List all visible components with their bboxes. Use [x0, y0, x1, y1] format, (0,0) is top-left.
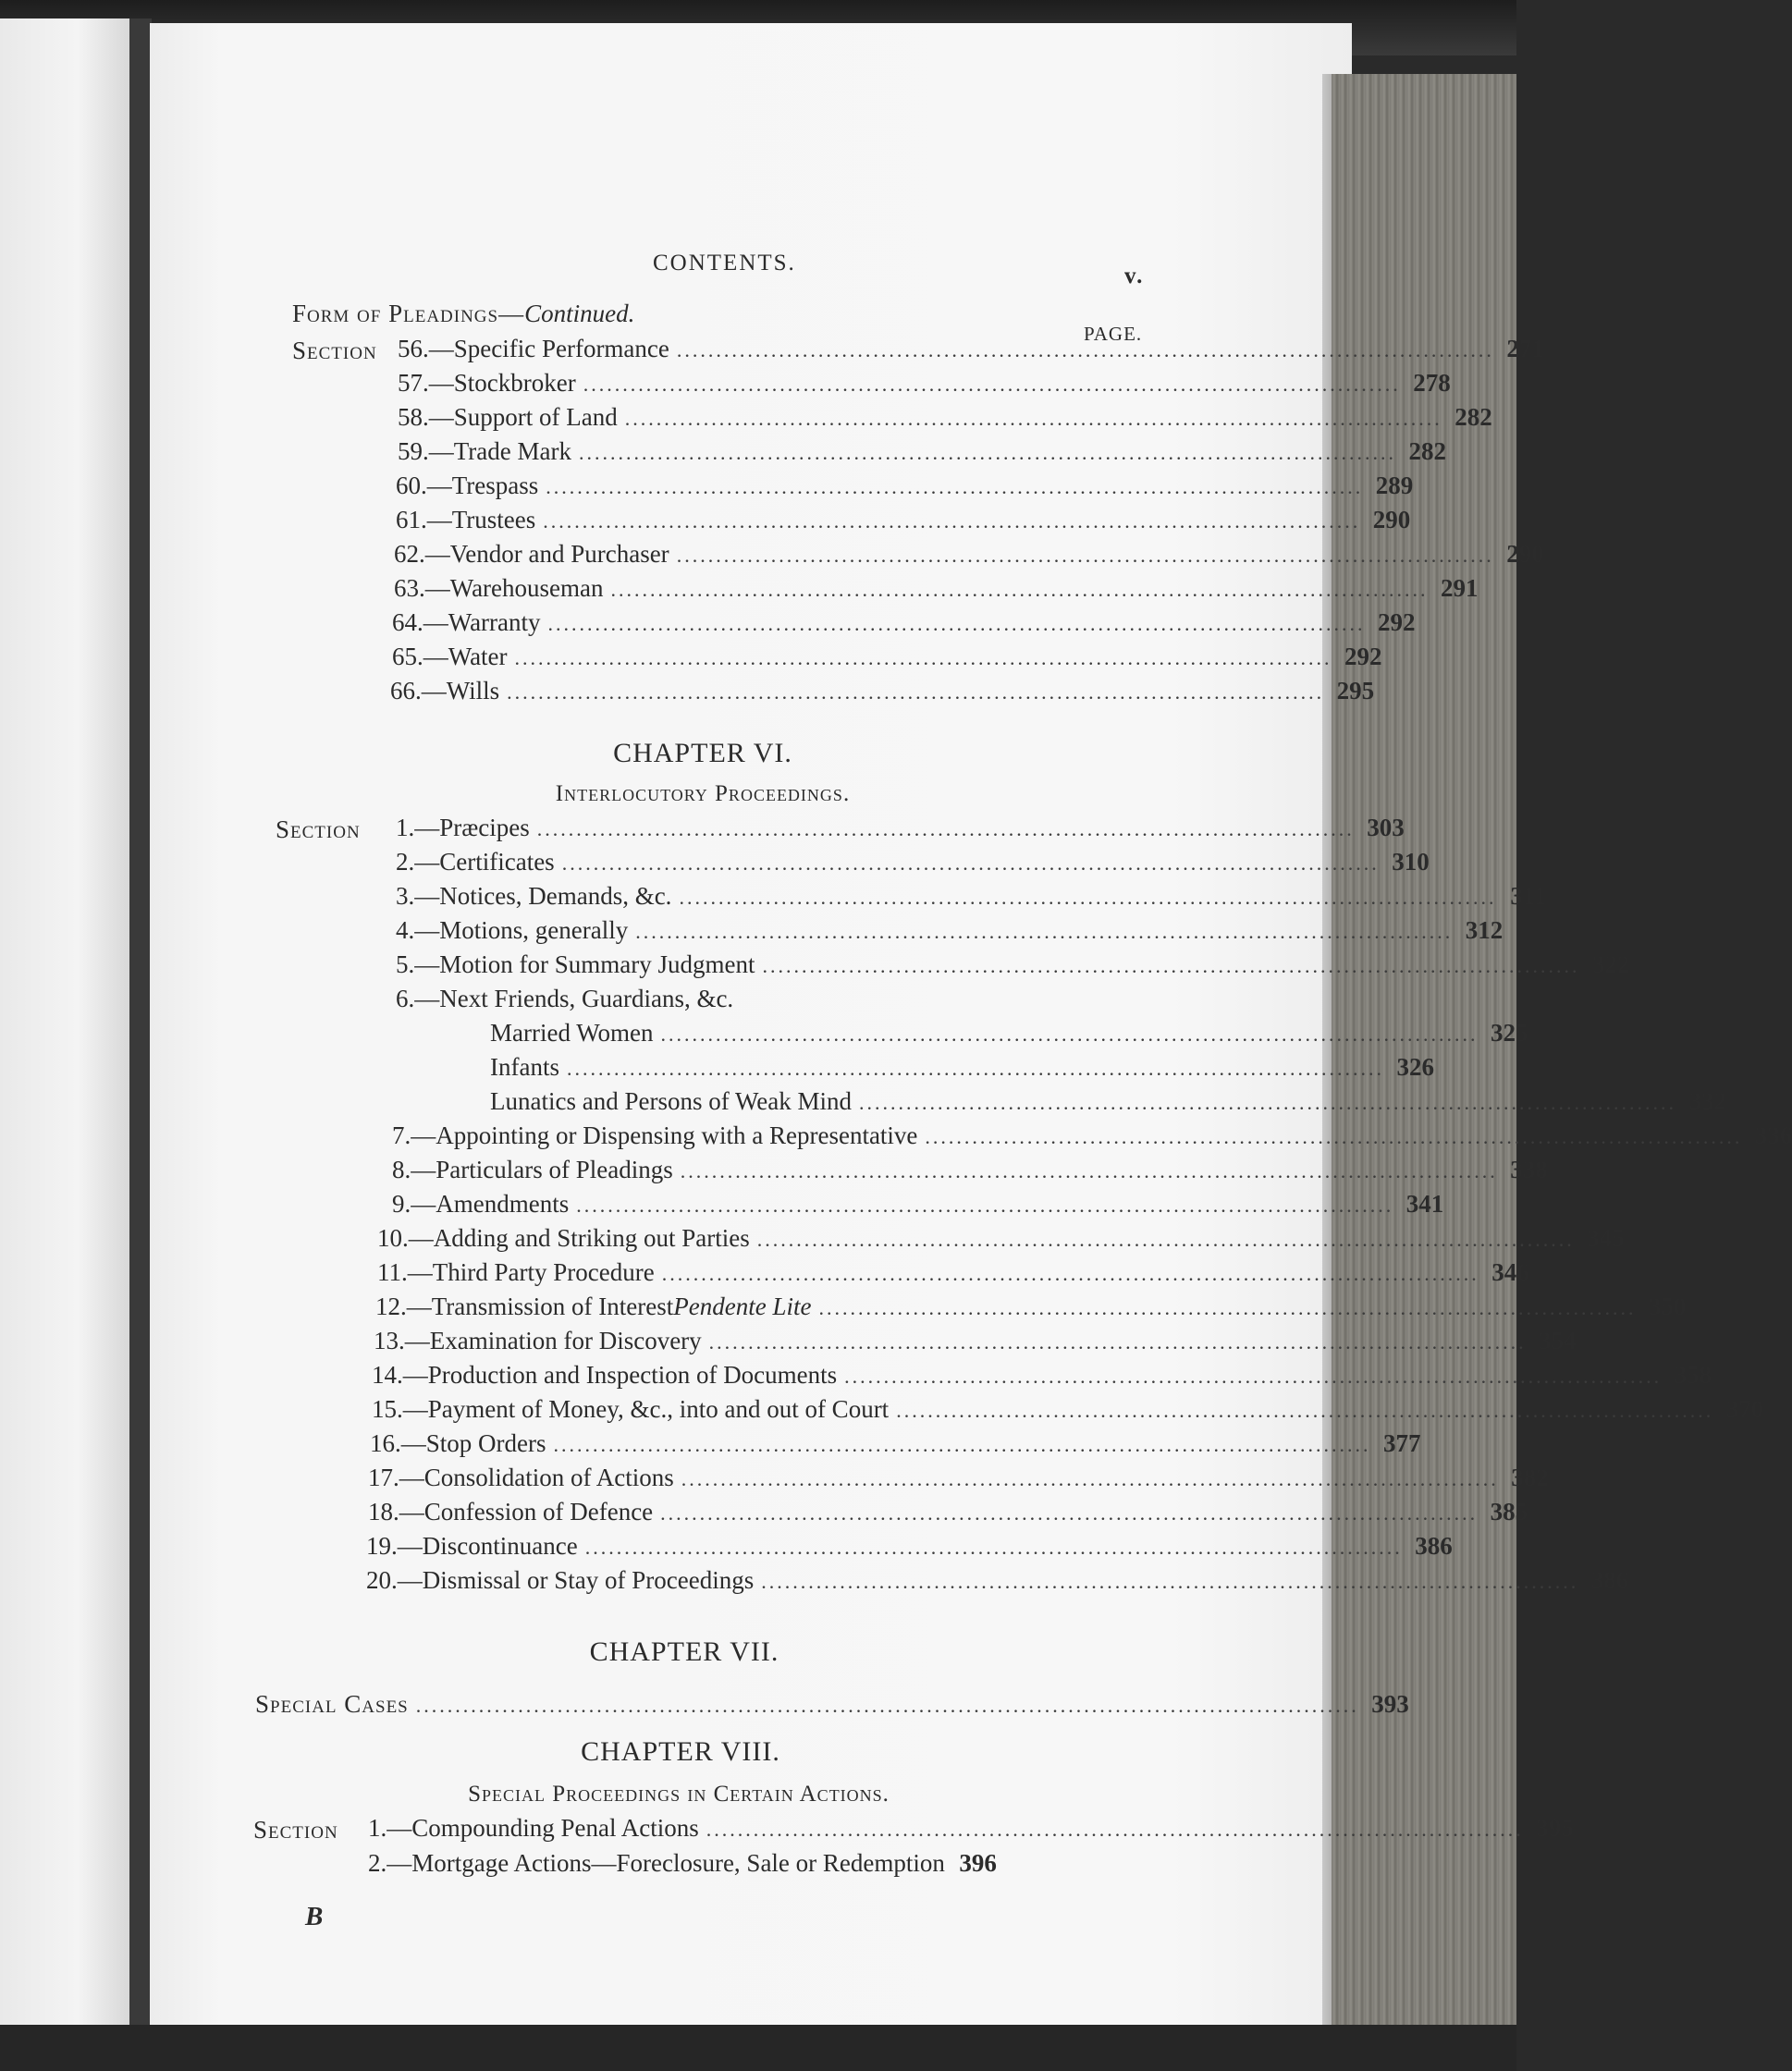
- toc-subentry: Married Women ........................................................................................................ 325: [490, 1019, 1528, 1047]
- leader-dots: ........................................................................................................: [896, 1399, 1714, 1422]
- toc-entry: 58. —Support of Land ........................................................................................................ 282: [398, 403, 1492, 431]
- toc-entry: 59. —Trade Mark ........................................................................................................ 282: [398, 437, 1446, 465]
- continued-heading: [292, 298, 634, 329]
- leader-dots: ........................................................................................................: [583, 373, 1401, 396]
- leader-dots: ........................................................................................................: [579, 441, 1396, 464]
- leader-dots: ........................................................................................................: [859, 1091, 1677, 1114]
- toc-entry: 17. —Consolidation of Actions ........................................................................................................ 382: [368, 1464, 1549, 1491]
- leader-dots: ........................................................................................................: [681, 1467, 1499, 1490]
- leader-dots: ........................................................................................................: [553, 1433, 1371, 1456]
- toc-entry: 60. —Trespass ........................................................................................................ 289: [396, 472, 1414, 499]
- chapter-6-heading: CHAPTER VI.: [613, 738, 792, 768]
- leader-dots: ........................................................................................................: [818, 1296, 1637, 1319]
- toc-entry: 14. —Production and Inspection of Documents ........................................................................................................ 358: [372, 1361, 1712, 1389]
- leader-dots: ........................................................................................................: [624, 407, 1442, 430]
- chapter-7-heading: CHAPTER VII.: [589, 1636, 779, 1667]
- leader-dots: ........................................................................................................: [762, 954, 1580, 977]
- leader-dots: ........................................................................................................: [536, 817, 1355, 840]
- leader-dots: ........................................................................................................: [543, 509, 1361, 533]
- entry-italic: Pendente Lite: [673, 1293, 812, 1320]
- signature-mark: B: [305, 1902, 324, 1931]
- chapter-6-subheading: Interlocutory Proceedings.: [555, 781, 851, 806]
- toc-entry: 66. —Wills ........................................................................................................ 295: [390, 677, 1375, 705]
- toc-entry: 2. —Certificates ........................................................................................................ 310: [396, 848, 1430, 876]
- continued-label: Form of Pleadings—: [292, 300, 525, 327]
- leader-dots: ........................................................................................................: [566, 1057, 1384, 1080]
- leader-dots: ........................................................................................................: [706, 1818, 1524, 1841]
- leader-dots: ........................................................................................................: [610, 578, 1429, 601]
- toc-entry: 65. —Water ........................................................................................................ 292: [392, 643, 1382, 670]
- leader-dots: ........................................................................................................: [756, 1228, 1575, 1251]
- leader-dots: ........................................................................................................: [761, 1570, 1579, 1593]
- toc-entry: 2. —Mortgage Actions—Foreclosure, Sale or Redemption 396: [368, 1849, 997, 1877]
- leader-dots: ........................................................................................................: [660, 1023, 1479, 1046]
- leader-dots: ........................................................................................................: [925, 1125, 1743, 1148]
- toc-entry: 12. —Transmission of Interest Pendente Lite ........................................................................................................ 350: [375, 1293, 1687, 1320]
- toc-entry: 8. —Particulars of Pleadings ........................................................................................................ 338: [392, 1156, 1548, 1183]
- chapter-8-heading: CHAPTER VIII.: [581, 1736, 780, 1767]
- leader-dots: ........................................................................................................: [844, 1365, 1663, 1388]
- toc-entry: 62. —Vendor and Purchaser ........................................................................................................ 290: [394, 540, 1544, 568]
- toc-entry: 1. —Compounding Penal Actions ........................................................................................................ 395: [368, 1814, 1574, 1842]
- section-label: Section: [292, 337, 377, 364]
- toc-entry: 64. —Warranty ........................................................................................................ 292: [392, 608, 1416, 636]
- toc-entry: 57. —Stockbroker ........................................................................................................ 278: [398, 369, 1451, 397]
- chapter-8-subheading: Special Proceedings in Certain Actions.: [468, 1782, 890, 1807]
- leader-dots: ........................................................................................................: [584, 1536, 1403, 1559]
- running-title: CONTENTS.: [653, 251, 796, 276]
- book-gutter: [129, 18, 152, 2053]
- toc-entry: 1. —Præcipes ........................................................................................................ 303: [396, 814, 1405, 841]
- toc-entry: 10. —Adding and Striking out Parties ........................................................................................................ 345: [377, 1224, 1625, 1252]
- page-column-label: PAGE.: [1084, 323, 1143, 345]
- toc-entry: 9. —Amendments ........................................................................................................ 341: [392, 1190, 1444, 1218]
- toc-entry: 63. —Warehouseman ........................................................................................................ 291: [394, 574, 1479, 602]
- toc-entry: 5. —Motion for Summary Judgment ........................................................................................................ 322: [396, 950, 1630, 978]
- leader-dots: ........................................................................................................: [546, 475, 1364, 498]
- leader-dots: ........................................................................................................: [660, 1501, 1479, 1525]
- leader-dots: ........................................................................................................: [635, 920, 1454, 943]
- toc-entry: Special Cases ........................................................................................................................ 393: [255, 1690, 1409, 1718]
- leader-dots: ........................................................................................................: [507, 680, 1325, 704]
- leader-dots: ........................................................................................................: [676, 544, 1494, 567]
- leader-dots: ........................................................................................................: [661, 1262, 1479, 1285]
- toc-subentry: Lunatics and Persons of Weak Mind ........................................................................................................ 332: [490, 1087, 1727, 1115]
- page-folio: v.: [1124, 263, 1145, 288]
- leader-dots: ........................................................................................................: [561, 852, 1380, 875]
- leader-dots: ........................................................................................................: [679, 886, 1497, 909]
- toc-subentry: Infants ........................................................................................................ 326: [490, 1053, 1434, 1081]
- leader-dots: ........................................................................................................: [547, 612, 1366, 635]
- continued-italic: Continued.: [524, 300, 635, 327]
- leader-dots: ........................................................................................................: [514, 646, 1332, 669]
- toc-entry: 18. —Confession of Defence ........................................................................................................ 385: [368, 1498, 1528, 1526]
- leader-dots: ........................................................................................................: [680, 1159, 1498, 1183]
- leader-dots: ........................................................................................................: [576, 1194, 1394, 1217]
- leader-dots: ........................................................................................................: [676, 338, 1494, 362]
- toc-entry: 61. —Trustees ........................................................................................................ 290: [396, 506, 1411, 533]
- toc-entry: 4. —Motions, generally ........................................................................................................ 312: [396, 916, 1504, 944]
- chapter-8-section-label: Section: [253, 1816, 338, 1844]
- toc-entry: 15. —Payment of Money, &c., into and out of Court ........................................................................................................ 370: [372, 1395, 1764, 1423]
- toc-entry: 19. —Discontinuance ........................................................................................................ 386: [366, 1532, 1453, 1560]
- scan-background-bottom: [0, 2025, 1516, 2071]
- toc-entry: 13. —Examination for Discovery ........................................................................................................ 354: [374, 1327, 1577, 1354]
- toc-entry: 56. —Specific Performance ........................................................................................................ 271: [398, 335, 1544, 362]
- chapter-6-section-label: Section: [276, 815, 361, 843]
- leader-dots: ........................................................................................................................: [415, 1694, 1359, 1717]
- toc-entry: 11. —Third Party Procedure ........................................................................................................ 346: [377, 1258, 1529, 1286]
- toc-entry: 6. —Next Friends, Guardians, &c.: [396, 985, 734, 1012]
- facing-page-edge: [0, 18, 129, 2053]
- toc-entry: 7. —Appointing or Dispensing with a Representative ........................................................................................................ 336: [392, 1121, 1792, 1149]
- leader-dots: ........................................................................................................: [708, 1330, 1527, 1354]
- toc-entry: 16. —Stop Orders ........................................................................................................ 377: [370, 1429, 1421, 1457]
- toc-entry: 20. —Dismissal or Stay of Proceedings ........................................................................................................ 386: [366, 1566, 1629, 1594]
- toc-entry: 3. —Notices, Demands, &c. ........................................................................................................ 311: [396, 882, 1547, 910]
